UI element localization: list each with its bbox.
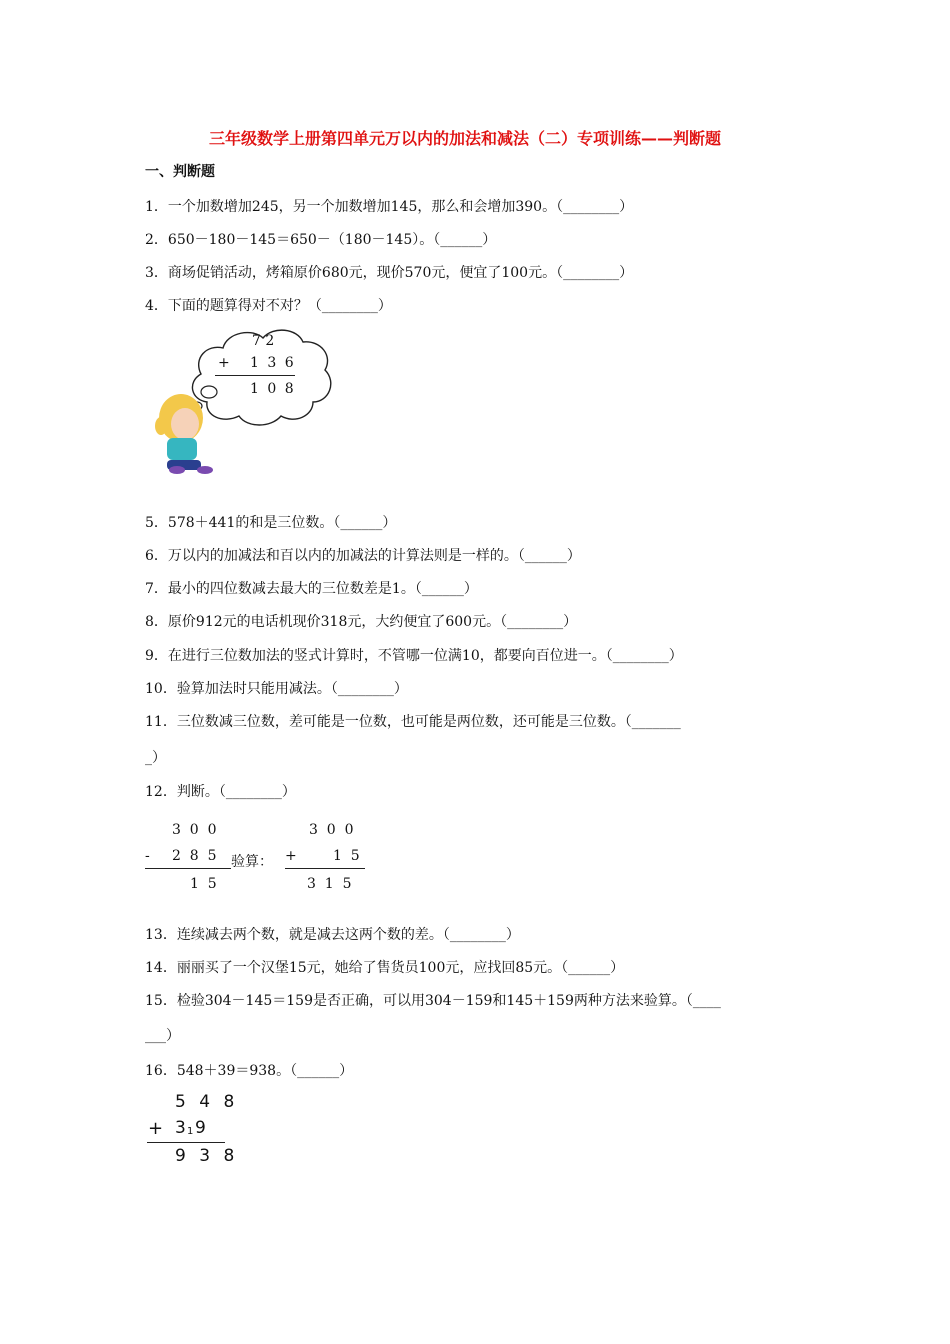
q16-top-number: 5 4 8 [175, 1092, 239, 1112]
q12-right-top: 3 0 0 [309, 822, 354, 838]
q12-left-line [145, 868, 231, 869]
q4-top-number: 7 2 [252, 333, 275, 349]
q12-right-result: 3 1 5 [307, 876, 352, 892]
q4-operator: + [218, 355, 230, 371]
question-8: 8．原价912元的电话机现价318元，大约便宜了600元。（________） [145, 614, 578, 630]
question-4: 4．下面的题算得对不对？（________） [145, 298, 392, 314]
question-15-continuation: ___） [145, 1028, 180, 1044]
q16-sum-line [147, 1142, 225, 1143]
q12-right-operator: + [285, 848, 297, 864]
q16-addend-tens: 3 [175, 1118, 186, 1138]
question-5: 5．578＋441的和是三位数。（______） [145, 515, 397, 531]
q12-check-label: 验算： [231, 854, 273, 870]
question-7: 7．最小的四位数减去最大的三位数差是1。（______） [145, 581, 478, 597]
q16-addend-ones: 9 [195, 1118, 206, 1138]
question-2: 2．650－180－145＝650－（180－145）。（______） [145, 232, 497, 248]
question-3: 3．商场促销活动，烤箱原价680元，现价570元，便宜了100元。（________） [145, 265, 634, 281]
q12-right-addend: 1 5 [333, 848, 360, 864]
question-1: 1．一个加数增加245，另一个加数增加145，那么和会增加390。（________） [145, 199, 634, 215]
q12-left-operator: - [145, 848, 150, 864]
q16-operator: + [148, 1118, 164, 1139]
question-15: 15．检验304－145＝159是否正确，可以用304－159和145＋159两种方法来验算。（____ [145, 993, 721, 1009]
q12-left-top: 3 0 0 [172, 822, 217, 838]
q4-sum-line [215, 375, 295, 376]
question-11-continuation: _） [145, 750, 166, 766]
question-12: 12．判断。（________） [145, 784, 296, 800]
question-14: 14．丽丽买了一个汉堡15元，她给了售货员100元，应找回85元。（______） [145, 960, 625, 976]
question-16: 16．548＋39＝938。（______） [145, 1063, 354, 1079]
q4-addend: 1 3 6 [250, 355, 296, 371]
q16-figure [145, 1090, 245, 1170]
thought-cloud-illustration [145, 326, 335, 476]
q4-result: 1 0 8 [250, 381, 296, 397]
q4-figure [145, 326, 335, 476]
q12-left-subtrahend: 2 8 5 [172, 848, 217, 864]
q12-figure [145, 818, 385, 898]
question-9: 9．在进行三位数加法的竖式计算时，不管哪一位满10，都要向百位进一。（________） [145, 648, 683, 664]
page-title: 三年级数学上册第四单元万以内的加法和减法（二）专项训练——判断题 [208, 129, 721, 148]
section-heading: 一、判断题 [145, 164, 215, 180]
question-11: 11．三位数减三位数，差可能是一位数，也可能是两位数，还可能是三位数。（_______ [145, 714, 681, 730]
q12-left-result: 1 5 [190, 876, 217, 892]
q16-result: 9 3 8 [175, 1146, 239, 1166]
q16-carry-mark: 1 [187, 1126, 194, 1137]
question-10: 10．验算加法时只能用减法。（________） [145, 681, 408, 697]
question-6: 6．万以内的加减法和百以内的加减法的计算法则是一样的。（______） [145, 548, 581, 564]
q12-right-line [285, 868, 365, 869]
question-13: 13．连续减去两个数，就是减去这两个数的差。（________） [145, 927, 520, 943]
